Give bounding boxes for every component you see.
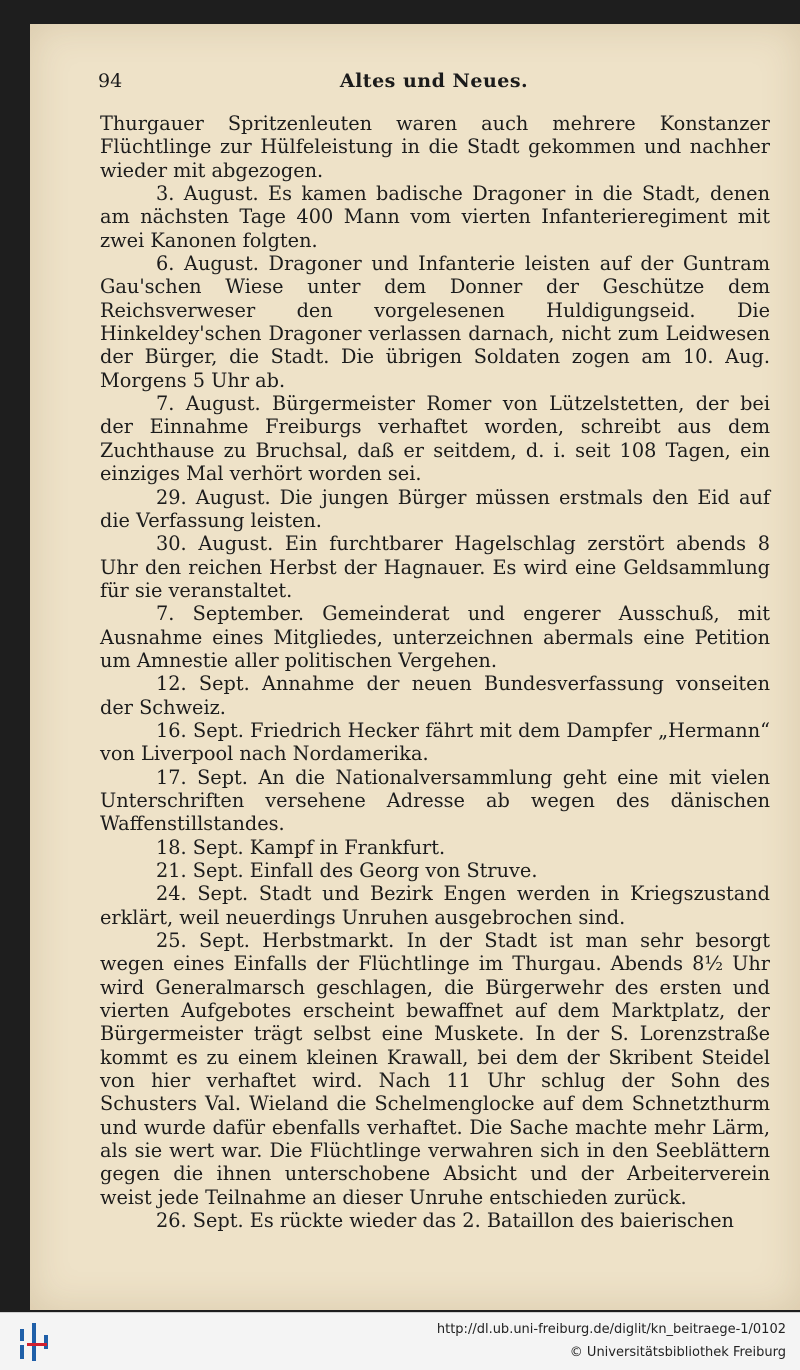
paragraph: 29. August. Die jungen Bürger müssen erstmals den Eid auf die Verfassung leisten. (100, 485, 770, 532)
copyright-notice: © Universitätsbibliothek Freiburg (569, 1345, 786, 1360)
source-url-link[interactable]: http://dl.ub.uni-freiburg.de/diglit/kn_beitraege-1/0102 (436, 1322, 786, 1337)
paragraph: 26. Sept. Es rückte wieder das 2. Bataillon des baierischen (156, 1209, 734, 1233)
paragraph: Thurgauer Spritzenleuten waren auch mehrere Konstanzer Flüchtlinge zur Hülfeleistung in die Stadt gekommen und nachher wieder mit abgezogen. (100, 112, 770, 182)
page-number: 94 (98, 70, 123, 92)
viewer-footer (0, 1312, 800, 1370)
paragraph: 24. Sept. Stadt und Bezirk Engen werden in Kriegszustand erklärt, weil neuerdings Unruhen ausgebrochen sind. (100, 882, 770, 929)
paragraph: 12. Sept. Annahme der neuen Bundesverfassung vonseiten der Schweiz. (100, 672, 770, 719)
paragraph: 30. August. Ein furchtbarer Hagelschlag zerstört abends 8 Uhr den reichen Herbst der Hagnauer. Es wird eine Geldsammlung für sie veranstaltet. (100, 532, 770, 602)
paragraph: 17. Sept. An die Nationalversammlung geht eine mit vielen Unterschriften versehene Adresse ab wegen des dänischen Waffenstillstandes. (100, 765, 770, 836)
paragraph: 3. August. Es kamen badische Dragoner in die Stadt, denen am nächsten Tage 400 Mann vom vierten Infanterieregiment mit zwei Kanonen folgten. (100, 182, 770, 252)
paragraph: 25. Sept. Herbstmarkt. In der Stadt ist man sehr besorgt wegen eines Einfalls der Flüchtlinge im Thurgau. Abends 8½ Uhr wird Generalmarsch geschlagen, die Bürgerwehr des ersten und vierten Aufgebotes erscheint bewaffnet auf dem Marktplatz, der Bürgermeister trägt selbst eine Muskete. In der S. Lorenzstraße kommt es zu einem kleinen Krawall, bei dem der Skribent Steidel von hier verhaftet wird. Nach 11 Uhr schlug der Sohn des Schusters Val. Wieland die Schelmenglocke auf dem Schnetzthurm und wurde dafür ebenfalls verhaftet. Die Sache machte mehr Lärm, als sie wert war. Die Flüchtlinge verwahren sich in den Seeblättern gegen die ihnen unterschobene Absicht und der Arbeiterverein weist jede Teilnahme an dieser Unruhe entschieden zurück. (100, 929, 770, 1209)
paragraph: 16. Sept. Friedrich Hecker fährt mit dem Dampfer „Hermann“ von Liverpool nach Nordamerika. (100, 718, 770, 766)
ub-freiburg-logo-icon[interactable] (18, 1321, 52, 1363)
paragraph: 7. August. Bürgermeister Romer von Lützelstetten, der bei der Einnahme Freiburgs verhaftet worden, schreibt aus dem Zuchthause zu Bruchsal, daß er seitdem, d. i. seit 108 Tagen, ein einziges Mal verhört worden sei. (100, 392, 770, 486)
running-title: Altes und Neues. (339, 70, 529, 92)
paragraph: 21. Sept. Einfall des Georg von Struve. (156, 859, 538, 882)
page-header (98, 70, 770, 100)
page-body-text (100, 112, 770, 1233)
paragraph: 18. Sept. Kampf in Frankfurt. (156, 835, 446, 859)
paragraph: 6. August. Dragoner und Infanterie leisten auf der Guntram Gau'schen Wiese unter dem Donner der Geschütze dem Reichsverweser den vorgelesenen Huldigungseid. Die Hinkeldey'schen Dragoner verlassen darnach, nicht zum Leidwesen der Bürger, die Stadt. Die übrigen Soldaten zogen am 10. Aug. Morgens 5 Uhr ab. (100, 252, 770, 392)
paragraph: 7. September. Gemeinderat und engerer Ausschuß, mit Ausnahme eines Mitgliedes, unterzeichnen abermals eine Petition um Amnestie aller politischen Vergehen. (100, 602, 770, 672)
